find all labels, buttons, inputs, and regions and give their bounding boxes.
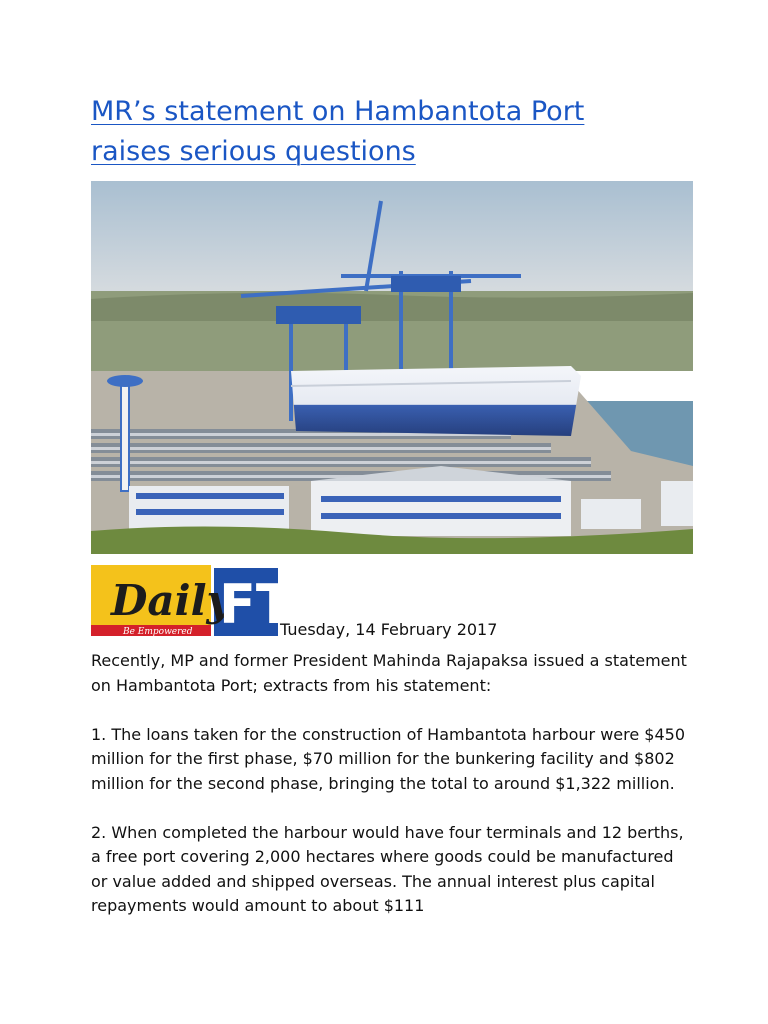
paragraph-intro: Recently, MP and former President Mahinda Rajapaksa issued a statement on Hambantota Port; extracts from his statement:	[91, 651, 687, 695]
paragraph-point-2: 2. When completed the harbour would have four terminals and 12 berths, a free port covering 2,000 hectares where goods could be manufactured or value added and shipped overseas. The annual interest plus capital repayments would amount to about $111	[91, 822, 684, 915]
hambantota-port-photo	[91, 181, 693, 554]
article-date: Tuesday, 14 February 2017	[280, 620, 498, 639]
article-body	[91, 649, 691, 943]
paragraph-point-1: 1. The loans taken for the construction of Hambantota harbour were $450 million for the first phase, $70 million for the bunkering facility and $802 million for the second phase, bringing the total to around $1,322 million.	[91, 724, 685, 793]
logo-ft-mark: FT	[219, 573, 293, 636]
logo-tagline: Be Empowered	[123, 627, 193, 637]
title-line-1: MR’s statement on Hambantota Port	[91, 96, 585, 127]
article-title	[91, 92, 691, 172]
daily-ft-logo	[91, 565, 293, 637]
article-title-link[interactable]	[91, 96, 584, 167]
title-line-2: raises serious questions	[91, 136, 416, 167]
logo-daily-text: Daily	[111, 576, 231, 625]
